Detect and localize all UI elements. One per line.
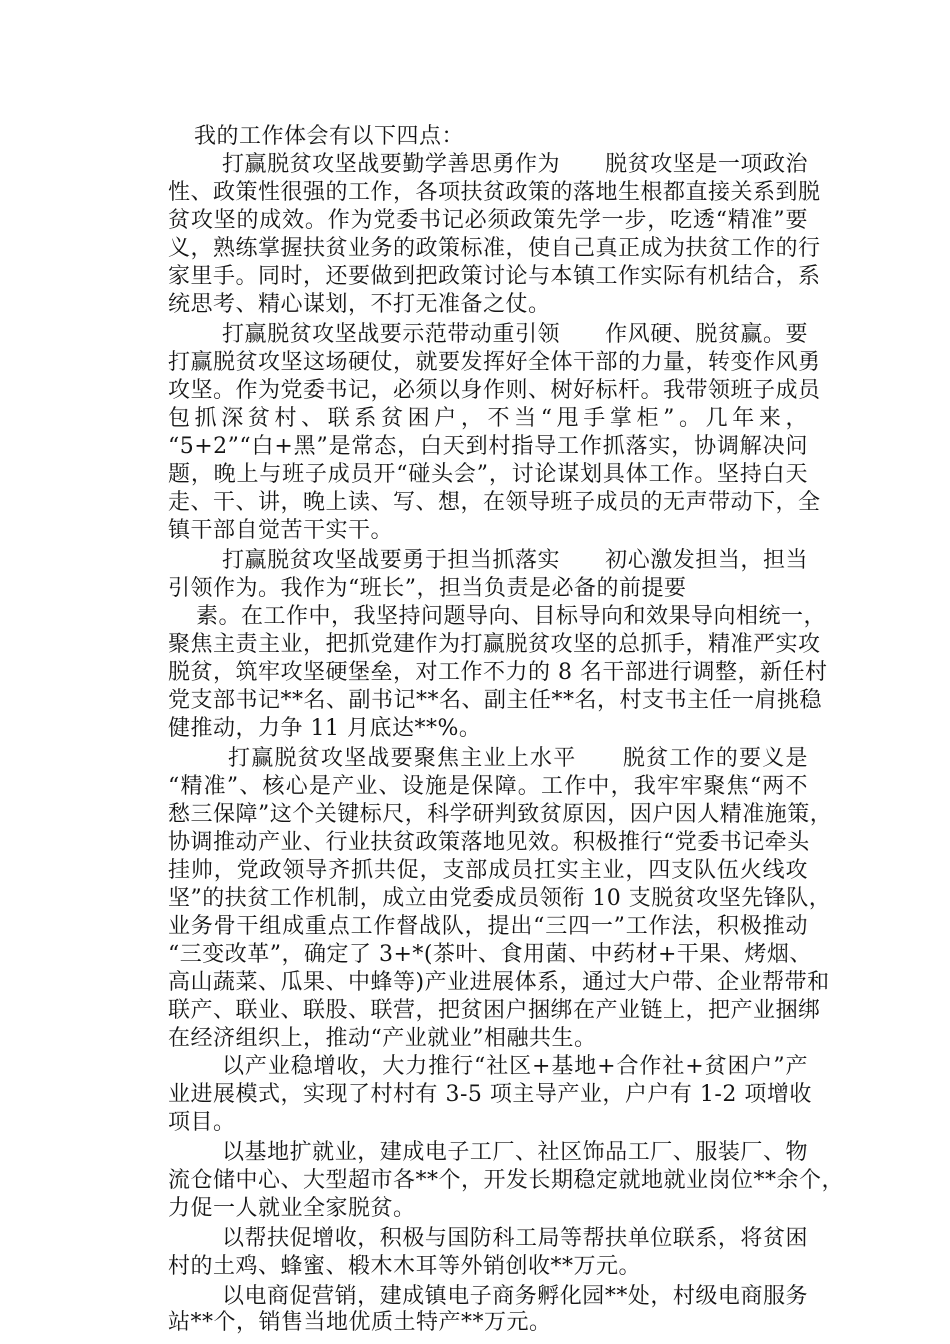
text-line: 党支部书记**名、副书记**名、副主任**名，村支书主任一肩挑稳 [168,688,823,713]
heading-line-2: 打赢脱贫攻坚战要示范带动重引领 作风硬、脱贫赢。要 [222,322,808,347]
text-line: 性、政策性很强的工作，各项扶贫政策的落地生根都直接关系到脱 [168,180,821,205]
text-line: 挂帅，党政领导齐抓共促，支部成员扛实主业，四支队伍火线攻 [168,858,808,883]
heading-line-1: 打赢脱贫攻坚战要勤学善思勇作为 脱贫攻坚是一项政治 [222,152,808,177]
text-line: 家里手。同时，还要做到把政策讨论与本镇工作实际有机结合，系 [168,264,821,289]
text-line: 业务骨干组成重点工作督战队，提出“三四一”工作法，积极推动 [168,914,808,939]
text-line: 素。在工作中，我坚持问题导向、目标导向和效果导向相统一， [196,604,827,629]
text-line: 我的工作体会有以下四点： [194,124,465,149]
text-line: 脱贫，筑牢攻坚硬堡垒，对工作不力的 8 名干部进行调整，新任村 [168,660,828,685]
text-line: “精准”、核心是产业、设施是保障。工作中，我牢牢聚焦“两不 [168,774,808,799]
text-line: 统思考、精心谋划，不打无准备之仗。 [168,292,551,317]
text-line: 镇干部自觉苦干实干。 [168,518,394,543]
text-line: 项目。 [168,1110,236,1135]
text-line: 打赢脱贫攻坚这场硬仗，就要发挥好全体干部的力量，转变作风勇 [168,350,821,375]
text-line: 高山蔬菜、瓜果、中蜂等)产业进展体系，通过大户带、企业帮带和 [168,970,830,995]
text-line: 站**个，销售当地优质土特产**万元。 [168,1310,552,1335]
text-line: 包抓深贫村、联系贫困户，不当“甩手掌柜”。几年来， [168,406,808,431]
text-line: 聚焦主责主业，把抓党建作为打赢脱贫攻坚的总抓手，精准严实攻 [168,632,821,657]
text-line: 走、干、讲，晚上读、写、想，在领导班子成员的无声带动下，全 [168,490,821,515]
text-line: 流仓储中心、大型超市各**个，开发长期稳定就地就业岗位**余个， [168,1168,845,1193]
text-line: 村的土鸡、蜂蜜、椴木木耳等外销创收**万元。 [168,1254,642,1279]
heading-line-4: 打赢脱贫攻坚战要聚焦主业上水平 脱贫工作的要义是 [228,746,808,771]
text-line: 攻坚。作为党委书记，必须以身作则、树好标杆。我带领班子成员 [168,378,821,403]
text-line: 贫攻坚的成效。作为党委书记必须政策先学一步，吃透“精准”要 [168,208,808,233]
text-line: 题，晚上与班子成员开“碰头会”，讨论谋划具体工作。坚持白天 [168,462,808,487]
text-line: “三变改革”，确定了 3+*(茶叶、食用菌、中药材+干果、烤烟、 [168,942,812,967]
text-line: 以帮扶促增收，积极与国防科工局等帮扶单位联系，将贫困 [222,1226,808,1251]
text-line: 业进展模式，实现了村村有 3-5 项主导产业，户户有 1-2 项增收 [168,1082,812,1107]
heading-line-3: 打赢脱贫攻坚战要勇于担当抓落实 初心激发担当，担当 [222,548,808,573]
text-line: 以电商促营销，建成镇电子商务孵化园**处，村级电商服务 [222,1284,808,1309]
text-line: 在经济组织上，推动“产业就业”相融共生。 [168,1026,597,1051]
text-line: 义，熟练掌握扶贫业务的政策标准，使自己真正成为扶贫工作的行 [168,236,821,261]
text-line: 健推动，力争 11 月底达**%。 [168,716,482,741]
text-line: 以产业稳增收，大力推行“社区+基地+合作社+贫困户”产 [222,1054,808,1079]
text-line: 联产、联业、联股、联营，把贫困户捆绑在产业链上，把产业捆绑 [168,998,821,1023]
text-line: 协调推动产业、行业扶贫政策落地见效。积极推行“党委书记牵头 [168,830,810,855]
text-line: 坚”的扶贫工作机制，成立由党委成员领衔 10 支脱贫攻坚先锋队， [168,886,832,911]
text-line: “5+2”“白+黑”是常态，白天到村指导工作抓落实，协调解决问 [168,434,808,459]
text-line: 引领作为。我作为“班长”，担当负责是必备的前提要 [168,576,687,601]
text-line: 以基地扩就业，建成电子工厂、社区饰品工厂、服装厂、物 [222,1140,808,1165]
text-line: 力促一人就业全家脱贫。 [168,1196,416,1221]
text-line: 愁三保障”这个关键标尺，科学研判致贫原因，因户因人精准施策， [168,802,833,827]
